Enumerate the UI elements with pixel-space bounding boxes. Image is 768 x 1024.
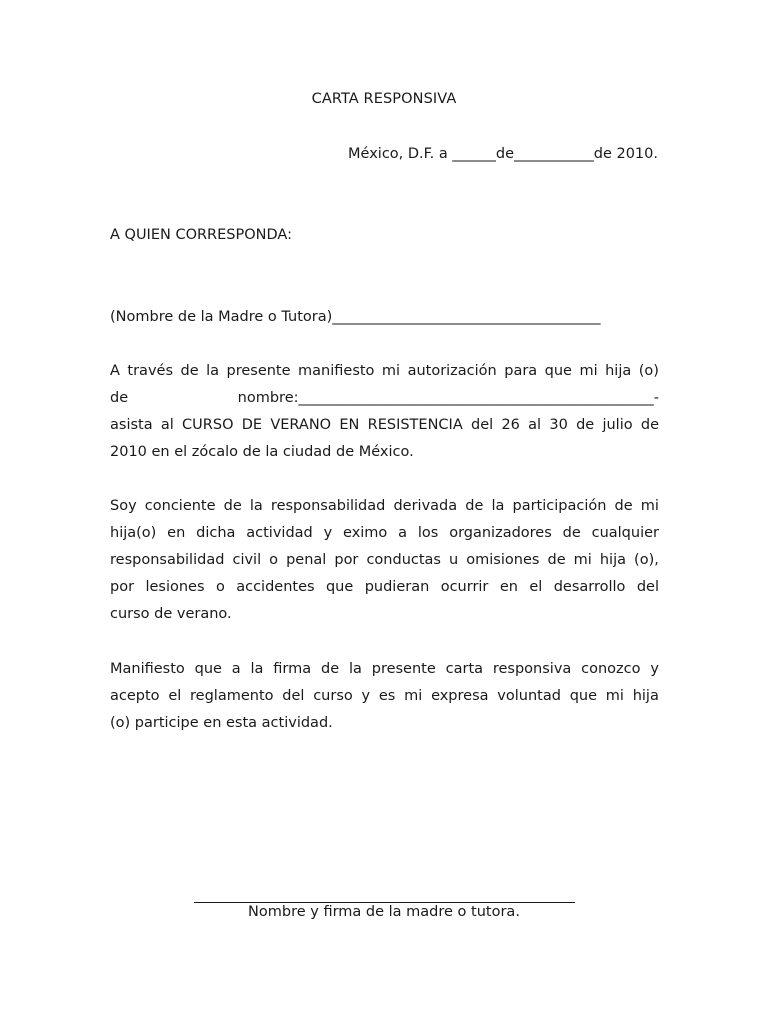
paragraph-last-line: 2010 en el zócalo de la ciudad de México. bbox=[110, 444, 414, 460]
word: ocurrir bbox=[440, 579, 489, 595]
word: responsabilidad bbox=[110, 552, 225, 568]
word: reglamento bbox=[190, 688, 274, 704]
word: civil bbox=[232, 552, 262, 568]
signature-line bbox=[194, 902, 575, 903]
word: al bbox=[160, 417, 174, 433]
word: A bbox=[110, 363, 120, 379]
word: o bbox=[269, 552, 279, 568]
word: de bbox=[223, 498, 242, 514]
word: de bbox=[547, 552, 566, 568]
paragraph-responsibility bbox=[110, 493, 659, 628]
justified-line bbox=[110, 358, 659, 385]
justified-line bbox=[110, 412, 659, 439]
justified-line bbox=[110, 574, 659, 601]
word: que bbox=[194, 661, 222, 677]
word: que bbox=[325, 579, 354, 595]
word: los bbox=[417, 525, 439, 541]
word: derivada bbox=[393, 498, 458, 514]
word: de bbox=[321, 661, 340, 677]
word: la bbox=[206, 363, 220, 379]
paragraph-acceptance bbox=[110, 656, 659, 737]
word: presente bbox=[226, 363, 291, 379]
word: julio bbox=[602, 417, 633, 433]
word: 30 bbox=[549, 417, 568, 433]
word: hija bbox=[632, 688, 659, 704]
word: conciente bbox=[144, 498, 216, 514]
word: a bbox=[398, 525, 408, 541]
word: 26 bbox=[501, 417, 520, 433]
word: autorización bbox=[407, 363, 497, 379]
word: la bbox=[491, 498, 505, 514]
word: carta bbox=[445, 661, 484, 677]
word: y bbox=[650, 661, 659, 677]
word: curso bbox=[313, 688, 353, 704]
word: responsabilidad bbox=[270, 498, 386, 514]
word: de bbox=[465, 498, 484, 514]
word: la bbox=[249, 498, 263, 514]
word: y bbox=[361, 688, 371, 704]
word: eximo bbox=[343, 525, 388, 541]
justified-line bbox=[110, 683, 659, 710]
word: el bbox=[168, 688, 182, 704]
word: presente bbox=[371, 661, 436, 677]
word: firma bbox=[273, 661, 312, 677]
signature-caption bbox=[0, 904, 768, 920]
paragraph-last-line: (o) participe en esta actividad. bbox=[110, 715, 333, 731]
word: (o), bbox=[634, 552, 659, 568]
justified-line bbox=[110, 547, 659, 574]
document-title: CARTA RESPONSIVA bbox=[311, 91, 457, 107]
word: voluntad bbox=[497, 688, 561, 704]
justified-line bbox=[110, 520, 659, 547]
signature-caption-text: Nombre y firma de la madre o tutora. bbox=[248, 904, 520, 920]
word: actividad bbox=[246, 525, 313, 541]
dateline: México, D.F. a ______de___________de 2010. bbox=[348, 146, 658, 162]
word: o bbox=[215, 579, 225, 595]
word: a bbox=[231, 661, 241, 677]
word: de bbox=[640, 417, 659, 433]
word: CURSO bbox=[182, 417, 234, 433]
word: mi bbox=[605, 688, 624, 704]
word: dicha bbox=[196, 525, 236, 541]
word: accidentes bbox=[236, 579, 315, 595]
word: del bbox=[282, 688, 305, 704]
word: omisiones bbox=[466, 552, 540, 568]
word: de bbox=[562, 525, 581, 541]
word: Soy bbox=[110, 498, 137, 514]
word: en bbox=[499, 579, 518, 595]
guardian-name-field: (Nombre de la Madre o Tutora)_____________________________________ bbox=[110, 309, 601, 325]
word: para bbox=[504, 363, 538, 379]
word: mi bbox=[381, 363, 401, 379]
paragraph-authorization bbox=[110, 358, 659, 466]
word: asista bbox=[110, 417, 153, 433]
word: penal bbox=[286, 552, 327, 568]
word: del bbox=[471, 417, 494, 433]
word: cualquier bbox=[591, 525, 659, 541]
justified-line bbox=[110, 493, 659, 520]
word: VERANO bbox=[270, 417, 332, 433]
word: (o) bbox=[638, 363, 659, 379]
word: de bbox=[180, 363, 199, 379]
word: hija bbox=[599, 552, 626, 568]
word: desarrollo bbox=[553, 579, 626, 595]
word: DE bbox=[241, 417, 263, 433]
word: y bbox=[323, 525, 333, 541]
word: pudieran bbox=[364, 579, 430, 595]
justified-line bbox=[110, 656, 659, 683]
word: la bbox=[348, 661, 362, 677]
word: manifiesto bbox=[298, 363, 375, 379]
justified-line bbox=[110, 385, 659, 412]
word: mi bbox=[579, 363, 598, 379]
greeting: A QUIEN CORRESPONDA: bbox=[110, 227, 292, 243]
word: mi bbox=[640, 498, 659, 514]
word: RESISTENCIA bbox=[367, 417, 463, 433]
word: es bbox=[378, 688, 396, 704]
word: u bbox=[449, 552, 459, 568]
word: de bbox=[576, 417, 595, 433]
word: de bbox=[614, 498, 633, 514]
paragraph-last-line: curso de verano. bbox=[110, 606, 232, 622]
word: expresa bbox=[431, 688, 489, 704]
word: la bbox=[250, 661, 264, 677]
word: lesiones bbox=[145, 579, 205, 595]
word: mi bbox=[573, 552, 592, 568]
word: responsiva bbox=[492, 661, 572, 677]
word: hija bbox=[605, 363, 632, 379]
word: conozco bbox=[581, 661, 641, 677]
word: conductas bbox=[366, 552, 441, 568]
word: el bbox=[529, 579, 543, 595]
word: al bbox=[528, 417, 542, 433]
word: Manifiesto bbox=[110, 661, 185, 677]
line-start: de bbox=[110, 390, 129, 406]
child-name-field: nombre:_________________________________________________- bbox=[237, 390, 659, 406]
word: por bbox=[334, 552, 359, 568]
word: en bbox=[167, 525, 186, 541]
word: acepto bbox=[110, 688, 160, 704]
word: hija(o) bbox=[110, 525, 157, 541]
word: mi bbox=[404, 688, 423, 704]
word: por bbox=[110, 579, 135, 595]
word: que bbox=[544, 363, 572, 379]
word: EN bbox=[339, 417, 360, 433]
word: organizadores bbox=[449, 525, 552, 541]
word: través bbox=[127, 363, 173, 379]
word: participación bbox=[512, 498, 607, 514]
word: que bbox=[569, 688, 598, 704]
word: del bbox=[636, 579, 659, 595]
